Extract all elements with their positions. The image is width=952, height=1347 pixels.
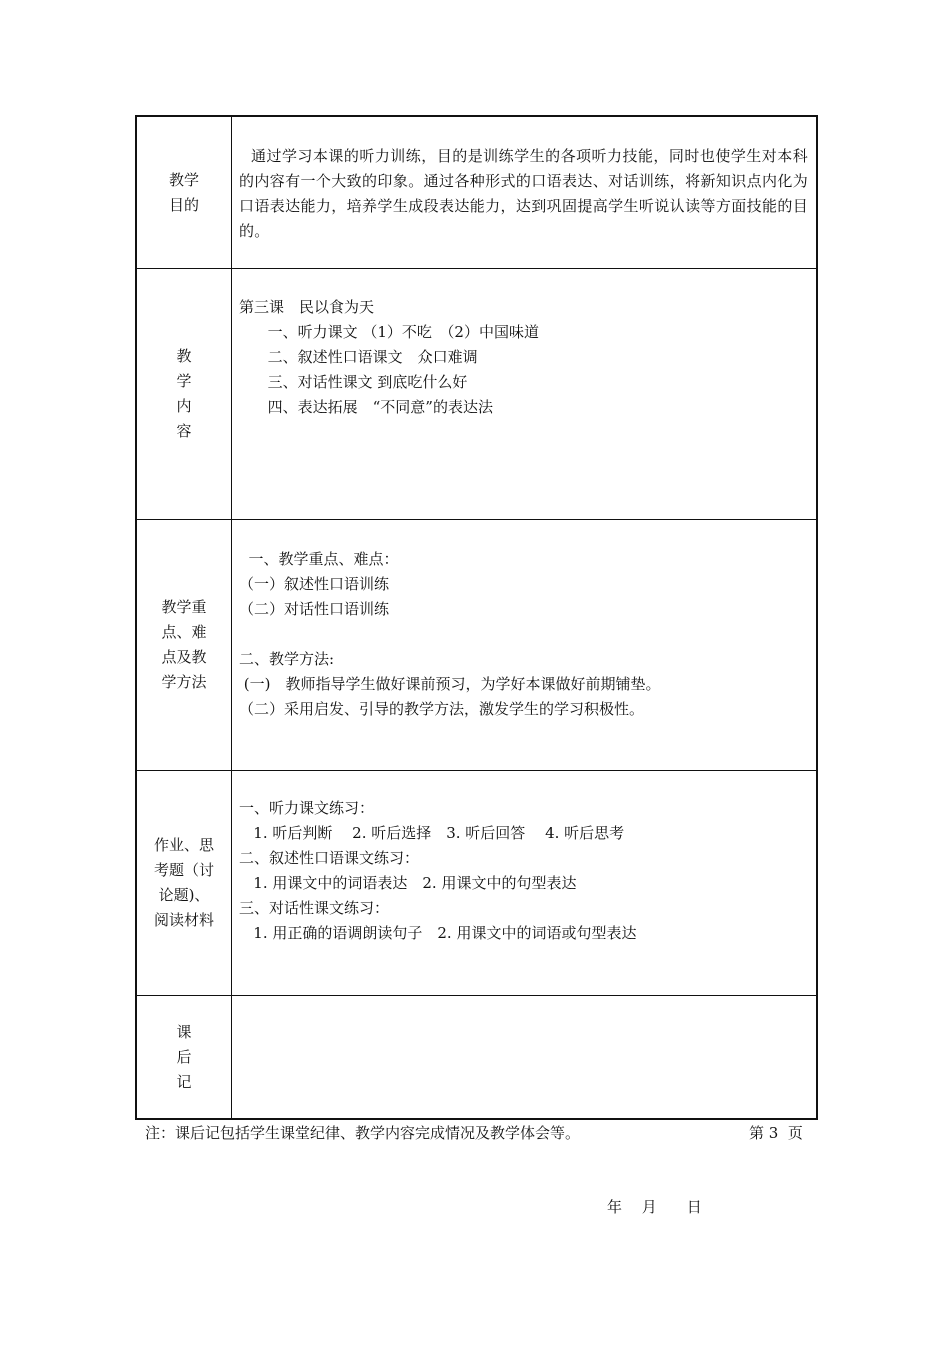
label-line: 考题（讨 [153, 861, 214, 879]
exercise-item: 1. 听后判断 2. 听后选择 3. 听后回答 4. 听后思考 [239, 824, 625, 842]
label-teaching-content [137, 269, 232, 519]
homework-body [232, 771, 816, 995]
label-line: 记 [176, 1072, 192, 1091]
label-line: 阅读材料 [153, 911, 214, 929]
lesson-plan-table [135, 115, 818, 1120]
label-line: 学 [176, 372, 192, 390]
label-line: 容 [176, 422, 192, 440]
label-line: 后 [176, 1047, 192, 1066]
section-heading: 二、教学方法: [239, 650, 335, 668]
label-homework [137, 771, 232, 995]
label-line: 作业、思 [153, 836, 214, 854]
footer-note: 注：课后记包括学生课堂纪律、教学内容完成情况及教学体会等。 [145, 1124, 581, 1142]
key-point-item: （二）对话性口语训练 [239, 600, 390, 618]
teaching-purpose-content [232, 117, 816, 268]
blank-line [239, 622, 808, 647]
section-heading: 三、对话性课文练习： [239, 899, 390, 917]
method-item: (一) 教师指导学生做好课前预习，为学好本课做好前期铺垫。 [239, 675, 661, 693]
label-line: 教 [176, 347, 192, 365]
label-line: 教学重 [161, 598, 207, 616]
row-teaching-purpose [137, 117, 816, 268]
label-line: 论题)、 [158, 886, 210, 904]
label-line: 目的 [168, 195, 199, 214]
key-points-methods-body [232, 520, 816, 770]
content-item: 二、叙述性口语课文 众口难调 [239, 348, 478, 366]
label-line: 教学 [168, 170, 199, 189]
post-class-notes-body [232, 996, 816, 1118]
exercise-item: 1. 用正确的语调朗读句子 2. 用课文中的词语或句型表达 [239, 924, 637, 942]
label-line: 课 [176, 1022, 192, 1041]
teaching-purpose-text: 通过学习本课的听力训练，目的是训练学生的各项听力技能，同时也使学生对本科的内容有一个大致的印象。通过各种形式的口语表达、对话训练，将新知识点内化为口语表达能力，培养学生成段表达能力，达到巩固提高学生听说认读等方面技能的目的。 [239, 147, 808, 240]
label-line: 内 [176, 397, 192, 415]
section-heading: 一、教学重点、难点： [239, 550, 399, 568]
section-heading: 一、听力课文练习： [239, 799, 375, 817]
content-item: 三、对话性课文 到底吃什么好 [239, 373, 468, 391]
row-homework [137, 770, 816, 995]
section-heading: 二、叙述性口语课文练习： [239, 849, 420, 867]
label-post-class-notes [137, 996, 232, 1118]
content-item: 四、表达拓展 “不同意”的表达法 [239, 398, 493, 416]
content-item: 一、听力课文 （1）不吃 （2）中国味道 [239, 323, 539, 341]
label-line: 点及教 [161, 648, 207, 666]
label-key-points-methods [137, 520, 232, 770]
label-line: 点、难 [161, 623, 207, 641]
exercise-item: 1. 用课文中的词语表达 2. 用课文中的句型表达 [239, 874, 577, 892]
row-key-points-methods [137, 519, 816, 770]
page-number: 第 3 页 [749, 1124, 803, 1142]
lesson-title: 第三课 民以食为天 [239, 298, 375, 316]
date-line: 年 月 日 [607, 1198, 702, 1216]
label-line: 学方法 [161, 673, 207, 691]
teaching-content-body [232, 269, 816, 519]
key-point-item: （一）叙述性口语训练 [239, 575, 390, 593]
label-teaching-purpose [137, 117, 232, 268]
row-teaching-content [137, 268, 816, 519]
method-item: （二）采用启发、引导的教学方法，激发学生的学习积极性。 [239, 700, 645, 718]
row-post-class-notes [137, 995, 816, 1118]
